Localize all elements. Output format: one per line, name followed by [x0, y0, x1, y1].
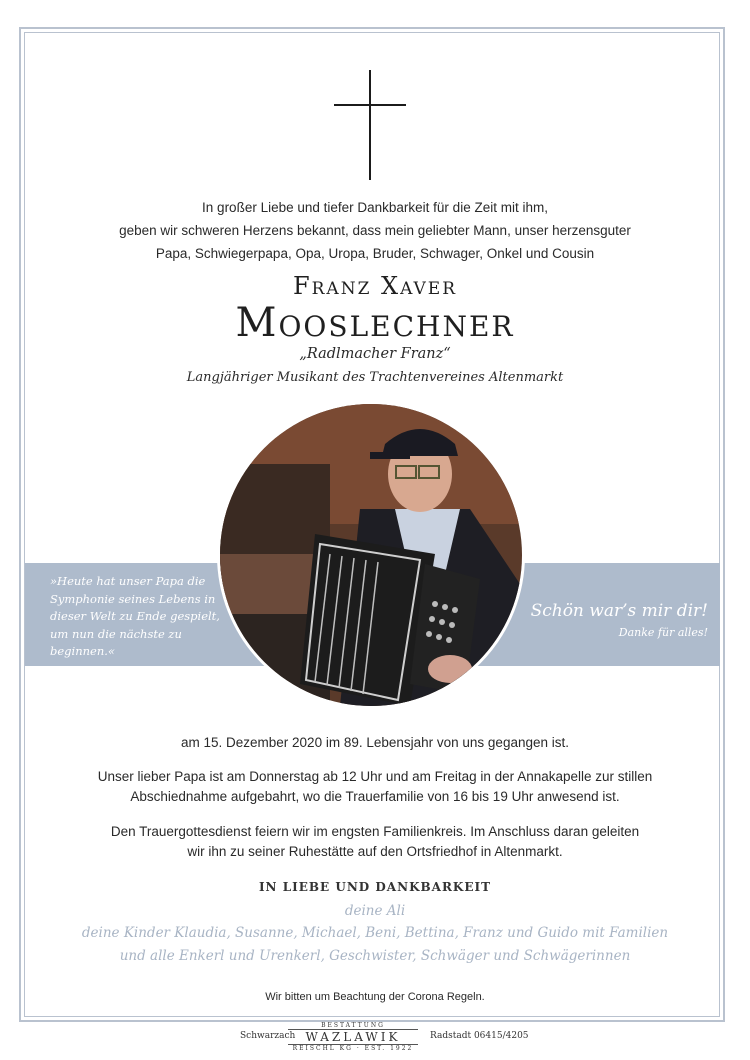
portrait-photo	[217, 401, 525, 709]
corona-notice: Wir bitten um Beachtung der Corona Regeln.	[265, 991, 485, 1003]
funeral-info	[60, 822, 690, 862]
funeral-home-logo	[288, 1022, 418, 1052]
first-name: Franz Xaver	[292, 272, 458, 300]
footer-location-right: Radstadt 06415/4205	[430, 1031, 529, 1041]
family-line: und alle Enkerl und Urenkerl, Geschwister, Schwäger und Schwägerinnen	[119, 948, 631, 964]
logo-bottom: REISCHL KG · EST. 1922	[292, 1045, 414, 1052]
funeral-line: Den Trauergottesdienst feiern wir im engsten Familienkreis. Im Anschluss daran geleiten	[110, 824, 640, 839]
quote-right-sub: Danke für alles!	[618, 626, 708, 639]
footer-location-left: Schwarzach	[240, 1031, 296, 1041]
intro-line: geben wir schweren Herzens bekannt, dass mein geliebter Mann, unser herzensguter	[119, 223, 631, 238]
signoff-heading: IN LIEBE UND DANKBARKEIT	[258, 880, 492, 894]
viewing-line: Unser lieber Papa ist am Donnerstag ab 12 Uhr und am Freitag in der Annakapelle zur stillen	[97, 769, 653, 784]
last-name: Mooslechner	[235, 300, 515, 346]
nickname: „Radlmacher Franz“	[299, 346, 451, 362]
intro-line: In großer Liebe und tiefer Dankbarkeit für die Zeit mit ihm,	[202, 200, 548, 215]
viewing-line: Abschiednahme aufgebahrt, wo die Trauerfamilie von 16 bis 19 Uhr anwesend ist.	[130, 789, 620, 804]
intro-text	[60, 196, 690, 265]
death-date-text: am 15. Dezember 2020 im 89. Lebensjahr von uns gegangen ist.	[181, 735, 569, 750]
role-description: Langjähriger Musikant des Trachtenvereines Altenmarkt	[186, 370, 564, 385]
viewing-info	[60, 767, 690, 807]
quote-right-main: Schön war’s mir dir!	[530, 601, 708, 621]
intro-line: Papa, Schwiegerpapa, Opa, Uropa, Bruder, Schwager, Onkel und Cousin	[155, 246, 595, 261]
quote-left: »Heute hat unser Papa die Symphonie seines Lebens in dieser Welt zu Ende gespielt, um nun die nächste zu beginnen.«	[50, 574, 220, 658]
footer	[0, 1022, 750, 1058]
family-line: deine Ali	[344, 903, 406, 919]
funeral-line: wir ihn zu seiner Ruhestätte auf den Ortsfriedhof in Altenmarkt.	[187, 844, 563, 859]
family-line: deine Kinder Klaudia, Susanne, Michael, Beni, Bettina, Franz und Guido mit Familien	[81, 925, 669, 941]
logo-top: BESTATTUNG	[321, 1022, 385, 1029]
logo-name: WAZLAWIK	[288, 1029, 418, 1045]
cross-icon	[334, 70, 406, 180]
